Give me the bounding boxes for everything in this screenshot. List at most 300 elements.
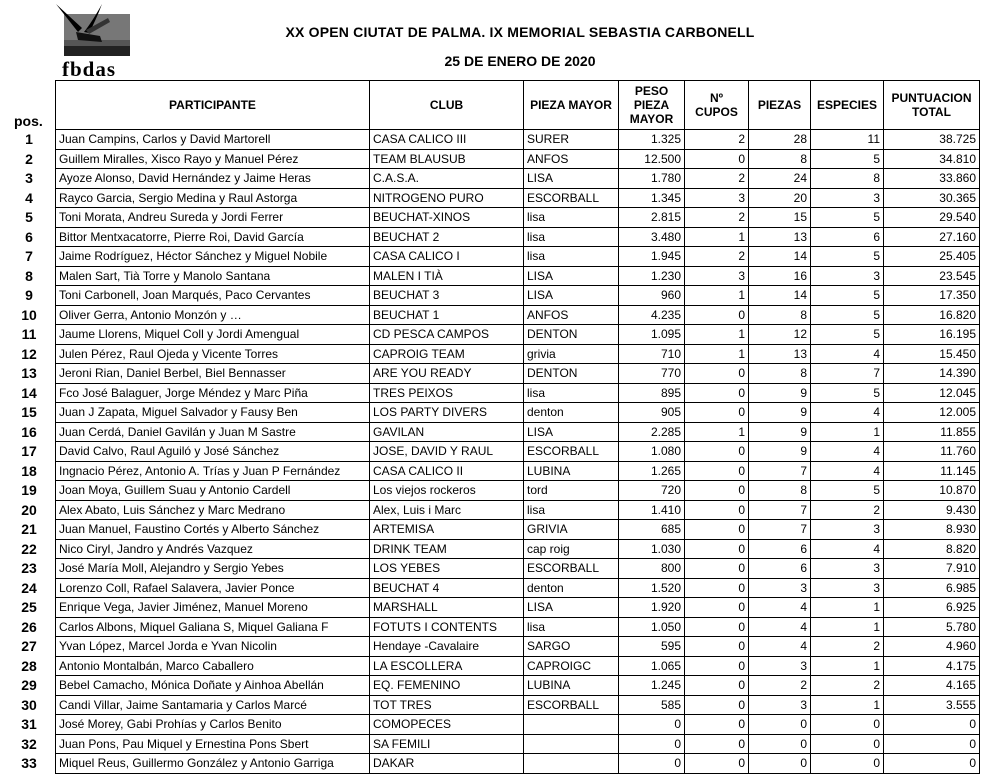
piezas-cell: 15 (749, 208, 811, 228)
peso-cell: 1.065 (619, 656, 685, 676)
club-cell: BEUCHAT 4 (370, 578, 524, 598)
table-row (56, 676, 980, 696)
cupos-cell: 0 (685, 715, 749, 735)
pos-number: 18 (21, 462, 37, 479)
pos-number: 16 (21, 423, 37, 440)
club-cell: TRES PEIXOS (370, 383, 524, 403)
pieza-mayor-cell: grivia (524, 344, 619, 364)
peso-cell: 1.050 (619, 617, 685, 637)
participante-cell: Toni Morata, Andreu Sureda y Jordi Ferrer (56, 208, 370, 228)
cupos-cell: 0 (685, 656, 749, 676)
especies-cell: 4 (811, 442, 884, 462)
participante-cell: Bebel Camacho, Mónica Doñate y Ainhoa Abellán (56, 676, 370, 696)
cupos-cell: 0 (685, 578, 749, 598)
table-row (56, 364, 980, 384)
especies-cell: 8 (811, 169, 884, 189)
table-row (56, 500, 980, 520)
table-row (56, 734, 980, 754)
peso-cell: 1.230 (619, 266, 685, 286)
participante-cell: Joan Moya, Guillem Suau y Antonio Cardell (56, 481, 370, 501)
participante-cell: Juan Cerdá, Daniel Gavilán y Juan M Sastre (56, 422, 370, 442)
puntuacion-cell: 4.960 (884, 637, 980, 657)
pieza-mayor-cell: ESCORBALL (524, 188, 619, 208)
pos-number: 10 (21, 306, 37, 323)
puntuacion-cell: 16.820 (884, 305, 980, 325)
puntuacion-cell: 23.545 (884, 266, 980, 286)
pieza-mayor-cell: ANFOS (524, 305, 619, 325)
pos-number: 2 (25, 150, 33, 167)
club-cell: TEAM BLAUSUB (370, 149, 524, 169)
especies-cell: 5 (811, 481, 884, 501)
pieza-mayor-cell: lisa (524, 500, 619, 520)
pos-number: 26 (21, 618, 37, 635)
piezas-cell: 8 (749, 481, 811, 501)
table-row (56, 578, 980, 598)
table-row (56, 344, 980, 364)
participante-cell: Candi Villar, Jaime Santamaria y Carlos Marcé (56, 695, 370, 715)
pieza-mayor-cell: cap roig (524, 539, 619, 559)
cupos-cell: 0 (685, 149, 749, 169)
col-header-participante: PARTICIPANTE (56, 81, 370, 130)
table-row (56, 188, 980, 208)
piezas-cell: 0 (749, 734, 811, 754)
participante-cell: Rayco Garcia, Sergio Medina y Raul Astorga (56, 188, 370, 208)
club-cell: COMOPECES (370, 715, 524, 735)
piezas-cell: 14 (749, 286, 811, 306)
piezas-cell: 9 (749, 383, 811, 403)
pos-number: 17 (21, 443, 37, 459)
pos-column-label: pos. (14, 113, 43, 129)
piezas-cell: 9 (749, 403, 811, 423)
pos-number: 28 (21, 657, 37, 674)
especies-cell: 4 (811, 403, 884, 423)
cupos-cell: 3 (685, 266, 749, 286)
participante-cell: Yvan López, Marcel Jorda e Yvan Nicolin (56, 637, 370, 657)
piezas-cell: 0 (749, 715, 811, 735)
especies-cell: 1 (811, 617, 884, 637)
cupos-cell: 1 (685, 325, 749, 345)
pos-number: 3 (25, 170, 33, 186)
peso-cell: 1.520 (619, 578, 685, 598)
especies-cell: 7 (811, 364, 884, 384)
table-row (56, 227, 980, 247)
cupos-cell: 1 (685, 286, 749, 306)
participante-cell: Enrique Vega, Javier Jiménez, Manuel Moreno (56, 598, 370, 618)
pieza-mayor-cell: tord (524, 481, 619, 501)
puntuacion-cell: 0 (884, 734, 980, 754)
pieza-mayor-cell: LISA (524, 169, 619, 189)
table-row (56, 656, 980, 676)
table-row (56, 247, 980, 267)
table-row (56, 403, 980, 423)
event-title: XX OPEN CIUTAT DE PALMA. IX MEMORIAL SEBASTIA CARBONELL (285, 24, 755, 40)
cupos-cell: 0 (685, 695, 749, 715)
col-header-piezas: PIEZAS (749, 81, 811, 130)
col-header-club: CLUB (370, 81, 524, 130)
especies-cell: 3 (811, 188, 884, 208)
table-row (56, 715, 980, 735)
puntuacion-cell: 5.780 (884, 617, 980, 637)
especies-cell: 1 (811, 656, 884, 676)
puntuacion-cell: 25.405 (884, 247, 980, 267)
club-cell: CASA CALICO II (370, 461, 524, 481)
cupos-cell: 2 (685, 208, 749, 228)
puntuacion-cell: 30.365 (884, 188, 980, 208)
table-row (56, 695, 980, 715)
puntuacion-cell: 9.430 (884, 500, 980, 520)
col-header-peso: PESO PIEZA MAYOR (619, 81, 685, 130)
pieza-mayor-cell (524, 715, 619, 735)
puntuacion-cell: 15.450 (884, 344, 980, 364)
pieza-mayor-cell: denton (524, 578, 619, 598)
cupos-cell: 0 (685, 754, 749, 774)
col-header-especies: ESPECIES (811, 81, 884, 130)
pos-number: 24 (21, 579, 37, 596)
puntuacion-cell: 33.860 (884, 169, 980, 189)
participante-cell: Oliver Gerra, Antonio Monzón y … (56, 305, 370, 325)
piezas-cell: 13 (749, 227, 811, 247)
cupos-cell: 0 (685, 637, 749, 657)
peso-cell: 960 (619, 286, 685, 306)
piezas-cell: 16 (749, 266, 811, 286)
club-cell: Hendaye -Cavalaire (370, 637, 524, 657)
pieza-mayor-cell: LISA (524, 422, 619, 442)
pos-number: 20 (21, 501, 37, 518)
pos-number: 19 (21, 482, 37, 498)
participante-cell: Juan Manuel, Faustino Cortés y Alberto Sánchez (56, 520, 370, 540)
piezas-cell: 8 (749, 149, 811, 169)
peso-cell: 1.325 (619, 130, 685, 150)
peso-cell: 1.780 (619, 169, 685, 189)
cupos-cell: 0 (685, 539, 749, 559)
club-cell: GAVILAN (370, 422, 524, 442)
pos-number: 7 (25, 248, 33, 264)
pos-number: 11 (21, 326, 37, 342)
participante-cell: Julen Pérez, Raul Ojeda y Vicente Torres (56, 344, 370, 364)
participante-cell: Carlos Albons, Miquel Galiana S, Miquel Galiana F (56, 617, 370, 637)
especies-cell: 2 (811, 500, 884, 520)
club-cell: ARTEMISA (370, 520, 524, 540)
table-header-row (56, 81, 980, 130)
cupos-cell: 0 (685, 520, 749, 540)
especies-cell: 2 (811, 637, 884, 657)
club-cell: TOT TRES (370, 695, 524, 715)
participante-cell: Guillem Miralles, Xisco Rayo y Manuel Pérez (56, 149, 370, 169)
peso-cell: 720 (619, 481, 685, 501)
pos-number: 32 (21, 735, 37, 752)
participante-cell: Antonio Montalbán, Marco Caballero (56, 656, 370, 676)
pieza-mayor-cell: CAPROIGC (524, 656, 619, 676)
puntuacion-cell: 3.555 (884, 695, 980, 715)
especies-cell: 3 (811, 559, 884, 579)
peso-cell: 1.410 (619, 500, 685, 520)
cupos-cell: 0 (685, 617, 749, 637)
table-row (56, 149, 980, 169)
table-row (56, 169, 980, 189)
peso-cell: 1.945 (619, 247, 685, 267)
puntuacion-cell: 27.160 (884, 227, 980, 247)
table-row (56, 559, 980, 579)
table-row (56, 442, 980, 462)
peso-cell: 1.080 (619, 442, 685, 462)
puntuacion-cell: 7.910 (884, 559, 980, 579)
peso-cell: 12.500 (619, 149, 685, 169)
cupos-cell: 2 (685, 169, 749, 189)
especies-cell: 0 (811, 754, 884, 774)
cupos-cell: 0 (685, 559, 749, 579)
piezas-cell: 6 (749, 559, 811, 579)
especies-cell: 1 (811, 695, 884, 715)
pieza-mayor-cell: lisa (524, 383, 619, 403)
table-row (56, 754, 980, 774)
cupos-cell: 0 (685, 364, 749, 384)
especies-cell: 1 (811, 598, 884, 618)
peso-cell: 585 (619, 695, 685, 715)
cupos-cell: 0 (685, 403, 749, 423)
pieza-mayor-cell: ESCORBALL (524, 695, 619, 715)
peso-cell: 0 (619, 754, 685, 774)
club-cell: BEUCHAT 2 (370, 227, 524, 247)
puntuacion-cell: 12.005 (884, 403, 980, 423)
cupos-cell: 0 (685, 598, 749, 618)
pos-number: 8 (25, 267, 33, 284)
especies-cell: 1 (811, 422, 884, 442)
especies-cell: 6 (811, 227, 884, 247)
club-cell: MALEN I TIÀ (370, 266, 524, 286)
cupos-cell: 1 (685, 422, 749, 442)
club-cell: LA ESCOLLERA (370, 656, 524, 676)
cupos-cell: 3 (685, 188, 749, 208)
pos-number: 25 (21, 599, 37, 615)
cupos-cell: 0 (685, 481, 749, 501)
especies-cell: 5 (811, 325, 884, 345)
piezas-cell: 8 (749, 364, 811, 384)
club-cell: EQ. FEMENINO (370, 676, 524, 696)
puntuacion-cell: 4.165 (884, 676, 980, 696)
piezas-cell: 4 (749, 637, 811, 657)
club-cell: NITROGENO PURO (370, 188, 524, 208)
table-row (56, 539, 980, 559)
puntuacion-cell: 11.145 (884, 461, 980, 481)
pieza-mayor-cell: lisa (524, 208, 619, 228)
pieza-mayor-cell: LISA (524, 286, 619, 306)
participante-cell: José Morey, Gabi Prohías y Carlos Benito (56, 715, 370, 735)
pieza-mayor-cell: denton (524, 403, 619, 423)
puntuacion-cell: 0 (884, 715, 980, 735)
pieza-mayor-cell: LUBINA (524, 461, 619, 481)
peso-cell: 905 (619, 403, 685, 423)
piezas-cell: 4 (749, 617, 811, 637)
cupos-cell: 0 (685, 734, 749, 754)
pos-number: 15 (21, 404, 37, 420)
col-header-pieza-mayor: PIEZA MAYOR (524, 81, 619, 130)
piezas-cell: 9 (749, 442, 811, 462)
especies-cell: 3 (811, 266, 884, 286)
pieza-mayor-cell (524, 734, 619, 754)
pieza-mayor-cell: ESCORBALL (524, 442, 619, 462)
table-row (56, 266, 980, 286)
pos-number: 27 (21, 638, 37, 654)
participante-cell: Miquel Reus, Guillermo González y Antonio Garriga (56, 754, 370, 774)
puntuacion-cell: 29.540 (884, 208, 980, 228)
table-row (56, 598, 980, 618)
participante-cell: Fco José Balaguer, Jorge Méndez y Marc Piña (56, 383, 370, 403)
pos-number: 33 (21, 755, 37, 771)
club-cell: CASA CALICO I (370, 247, 524, 267)
pieza-mayor-cell: GRIVIA (524, 520, 619, 540)
club-cell: DRINK TEAM (370, 539, 524, 559)
participante-cell: Jaume Llorens, Miquel Coll y Jordi Amengual (56, 325, 370, 345)
club-cell: CASA CALICO III (370, 130, 524, 150)
peso-cell: 1.920 (619, 598, 685, 618)
puntuacion-cell: 8.930 (884, 520, 980, 540)
especies-cell: 5 (811, 247, 884, 267)
puntuacion-cell: 16.195 (884, 325, 980, 345)
club-cell: MARSHALL (370, 598, 524, 618)
pos-number: 29 (21, 677, 37, 693)
piezas-cell: 2 (749, 676, 811, 696)
piezas-cell: 7 (749, 461, 811, 481)
participante-cell: Ayoze Alonso, David Hernández y Jaime Heras (56, 169, 370, 189)
especies-cell: 4 (811, 344, 884, 364)
pos-number: 5 (25, 209, 33, 225)
especies-cell: 0 (811, 715, 884, 735)
pos-column (17, 130, 41, 774)
club-cell: Los viejos rockeros (370, 481, 524, 501)
club-cell: BEUCHAT 3 (370, 286, 524, 306)
pos-number: 4 (25, 189, 33, 206)
puntuacion-cell: 0 (884, 754, 980, 774)
especies-cell: 2 (811, 676, 884, 696)
club-cell: FOTUTS I CONTENTS (370, 617, 524, 637)
club-cell: DAKAR (370, 754, 524, 774)
especies-cell: 11 (811, 130, 884, 150)
piezas-cell: 6 (749, 539, 811, 559)
piezas-cell: 3 (749, 695, 811, 715)
pos-number: 13 (21, 365, 37, 381)
club-cell: BEUCHAT 1 (370, 305, 524, 325)
piezas-cell: 14 (749, 247, 811, 267)
cupos-cell: 0 (685, 676, 749, 696)
piezas-cell: 0 (749, 754, 811, 774)
table-row (56, 286, 980, 306)
piezas-cell: 7 (749, 520, 811, 540)
participante-cell: Lorenzo Coll, Rafael Salavera, Javier Ponce (56, 578, 370, 598)
pieza-mayor-cell: lisa (524, 617, 619, 637)
peso-cell: 595 (619, 637, 685, 657)
table-row (56, 520, 980, 540)
participante-cell: Alex Abato, Luis Sánchez y Marc Medrano (56, 500, 370, 520)
pos-number: 6 (25, 228, 33, 245)
pos-number: 14 (21, 384, 37, 401)
puntuacion-cell: 8.820 (884, 539, 980, 559)
peso-cell: 1.245 (619, 676, 685, 696)
pos-number: 30 (21, 696, 37, 713)
club-cell: LOS YEBES (370, 559, 524, 579)
pieza-mayor-cell: ANFOS (524, 149, 619, 169)
participante-cell: Juan Pons, Pau Miquel y Ernestina Pons Sbert (56, 734, 370, 754)
peso-cell: 0 (619, 715, 685, 735)
piezas-cell: 20 (749, 188, 811, 208)
table-row (56, 383, 980, 403)
piezas-cell: 9 (749, 422, 811, 442)
puntuacion-cell: 10.870 (884, 481, 980, 501)
peso-cell: 800 (619, 559, 685, 579)
cupos-cell: 0 (685, 442, 749, 462)
club-cell: SA FEMILI (370, 734, 524, 754)
piezas-cell: 3 (749, 656, 811, 676)
peso-cell: 1.345 (619, 188, 685, 208)
puntuacion-cell: 38.725 (884, 130, 980, 150)
participante-cell: Juan Campins, Carlos y David Martorell (56, 130, 370, 150)
puntuacion-cell: 6.985 (884, 578, 980, 598)
peso-cell: 2.285 (619, 422, 685, 442)
puntuacion-cell: 6.925 (884, 598, 980, 618)
table-row (56, 208, 980, 228)
participante-cell: Jeroni Rian, Daniel Berbel, Biel Bennasser (56, 364, 370, 384)
table-row (56, 422, 980, 442)
piezas-cell: 12 (749, 325, 811, 345)
pieza-mayor-cell: LISA (524, 598, 619, 618)
peso-cell: 685 (619, 520, 685, 540)
pieza-mayor-cell: lisa (524, 247, 619, 267)
pos-number: 22 (21, 540, 37, 557)
pieza-mayor-cell: DENTON (524, 325, 619, 345)
pos-number: 9 (25, 287, 33, 303)
participante-cell: Bittor Mentxacatorre, Pierre Roi, David García (56, 227, 370, 247)
peso-cell: 4.235 (619, 305, 685, 325)
puntuacion-cell: 12.045 (884, 383, 980, 403)
pos-number: 1 (25, 131, 33, 147)
piezas-cell: 7 (749, 500, 811, 520)
especies-cell: 5 (811, 383, 884, 403)
peso-cell: 770 (619, 364, 685, 384)
pieza-mayor-cell: LISA (524, 266, 619, 286)
piezas-cell: 24 (749, 169, 811, 189)
peso-cell: 1.095 (619, 325, 685, 345)
cupos-cell: 2 (685, 130, 749, 150)
especies-cell: 4 (811, 539, 884, 559)
especies-cell: 3 (811, 578, 884, 598)
especies-cell: 3 (811, 520, 884, 540)
club-cell: LOS PARTY DIVERS (370, 403, 524, 423)
puntuacion-cell: 17.350 (884, 286, 980, 306)
table-row (56, 130, 980, 150)
piezas-cell: 4 (749, 598, 811, 618)
piezas-cell: 3 (749, 578, 811, 598)
pieza-mayor-cell: LUBINA (524, 676, 619, 696)
club-cell: Alex, Luis i Marc (370, 500, 524, 520)
table-row (56, 305, 980, 325)
participante-cell: Ingnacio Pérez, Antonio A. Trías y Juan P Fernández (56, 461, 370, 481)
puntuacion-cell: 4.175 (884, 656, 980, 676)
peso-cell: 1.030 (619, 539, 685, 559)
piezas-cell: 8 (749, 305, 811, 325)
cupos-cell: 0 (685, 383, 749, 403)
pos-number: 23 (21, 560, 37, 576)
table-row (56, 637, 980, 657)
cupos-cell: 2 (685, 247, 749, 267)
pos-number: 12 (21, 345, 37, 362)
table-row (56, 461, 980, 481)
especies-cell: 5 (811, 149, 884, 169)
club-cell: JOSE, DAVID Y RAUL (370, 442, 524, 462)
puntuacion-cell: 14.390 (884, 364, 980, 384)
table-row (56, 325, 980, 345)
pieza-mayor-cell: lisa (524, 227, 619, 247)
club-cell: ARE YOU READY (370, 364, 524, 384)
piezas-cell: 28 (749, 130, 811, 150)
